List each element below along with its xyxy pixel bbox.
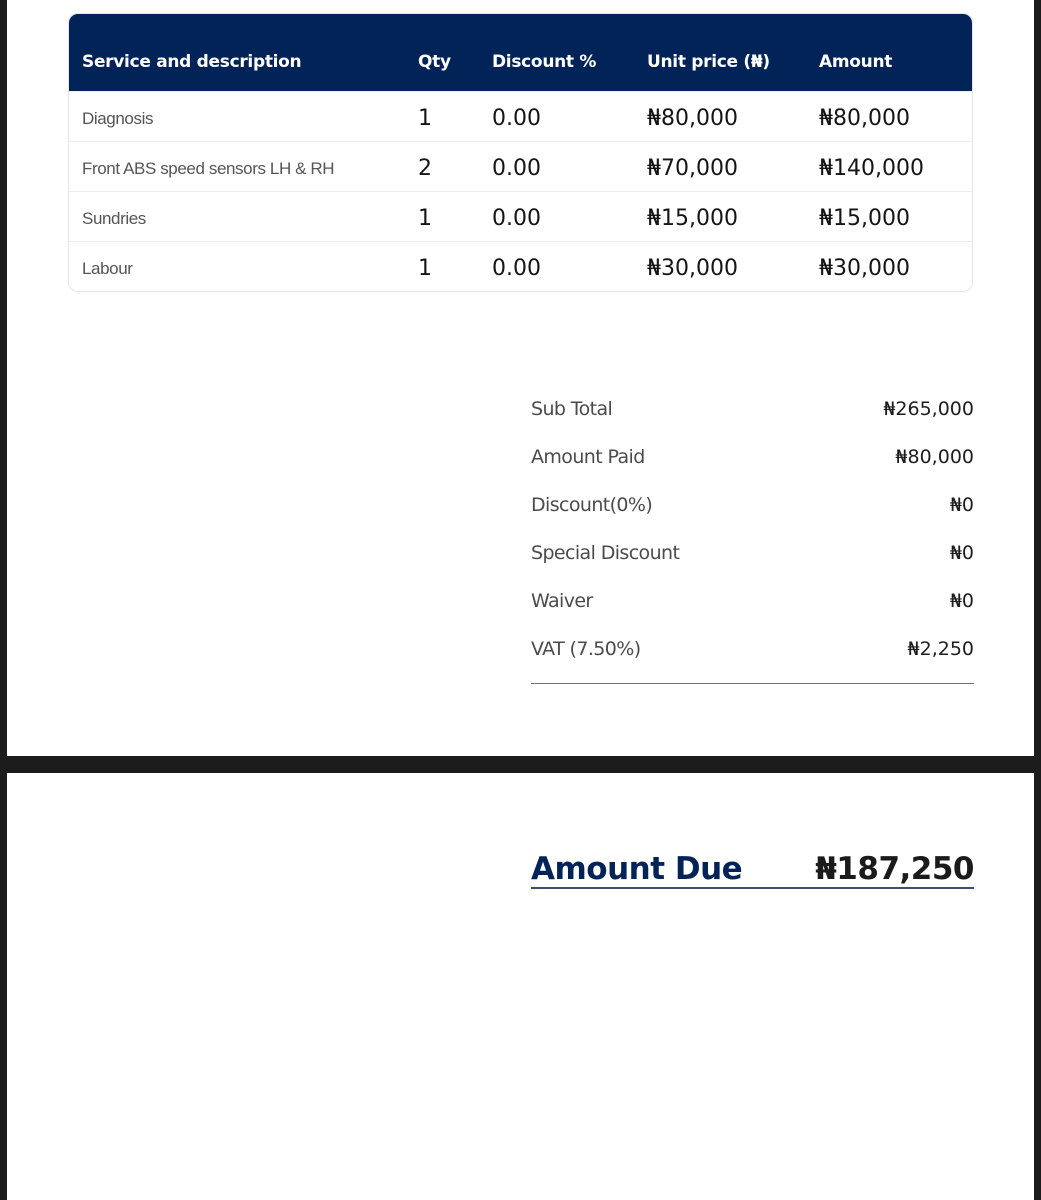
invoice-page-2 (7, 773, 1034, 1200)
row-qty: 1 (418, 206, 432, 231)
table-row (69, 241, 972, 291)
row-description: Front ABS speed sensors LH & RH (82, 159, 335, 178)
row-discount: 0.00 (492, 156, 541, 181)
table-row (69, 191, 972, 241)
row-amount: ₦140,000 (819, 156, 924, 181)
row-unit-price: ₦30,000 (647, 256, 738, 281)
discount-label: Discount(0%) (531, 494, 653, 516)
header-service: Service and description (82, 52, 302, 72)
row-unit-price: ₦15,000 (647, 206, 738, 231)
table-header (69, 14, 972, 91)
row-unit-price: ₦80,000 (647, 106, 738, 131)
discount-value: ₦0 (949, 494, 974, 516)
amount-due-value: ₦187,250 (815, 851, 974, 887)
subtotal-label: Sub Total (531, 398, 613, 420)
row-amount: ₦80,000 (819, 106, 910, 131)
row-qty: 1 (418, 106, 432, 131)
row-amount: ₦15,000 (819, 206, 910, 231)
amount-paid-label: Amount Paid (531, 446, 645, 468)
header-discount: Discount % (492, 52, 597, 72)
row-description: Diagnosis (82, 109, 154, 128)
row-description: Labour (82, 259, 133, 278)
vat-label: VAT (7.50%) (531, 638, 641, 660)
invoice-page-1 (7, 0, 1034, 756)
totals-divider (531, 683, 974, 684)
row-discount: 0.00 (492, 256, 541, 281)
row-qty: 1 (418, 256, 432, 281)
row-unit-price: ₦70,000 (647, 156, 738, 181)
special-discount-value: ₦0 (949, 542, 974, 564)
row-discount: 0.00 (492, 206, 541, 231)
row-qty: 2 (418, 156, 432, 181)
line-items-table (68, 13, 973, 292)
header-qty: Qty (418, 52, 451, 72)
amount-due-underline (531, 887, 974, 889)
amount-paid-value: ₦80,000 (895, 446, 974, 468)
header-amount: Amount (819, 52, 893, 72)
waiver-label: Waiver (531, 590, 593, 612)
vat-value: ₦2,250 (907, 638, 974, 660)
waiver-value: ₦0 (949, 590, 974, 612)
row-description: Sundries (82, 209, 146, 228)
row-discount: 0.00 (492, 106, 541, 131)
subtotal-value: ₦265,000 (883, 398, 974, 420)
special-discount-label: Special Discount (531, 542, 680, 564)
amount-due-label: Amount Due (531, 851, 743, 887)
row-amount: ₦30,000 (819, 256, 910, 281)
table-row (69, 141, 972, 191)
table-row (69, 91, 972, 141)
header-unit-price: Unit price (₦) (647, 52, 770, 72)
